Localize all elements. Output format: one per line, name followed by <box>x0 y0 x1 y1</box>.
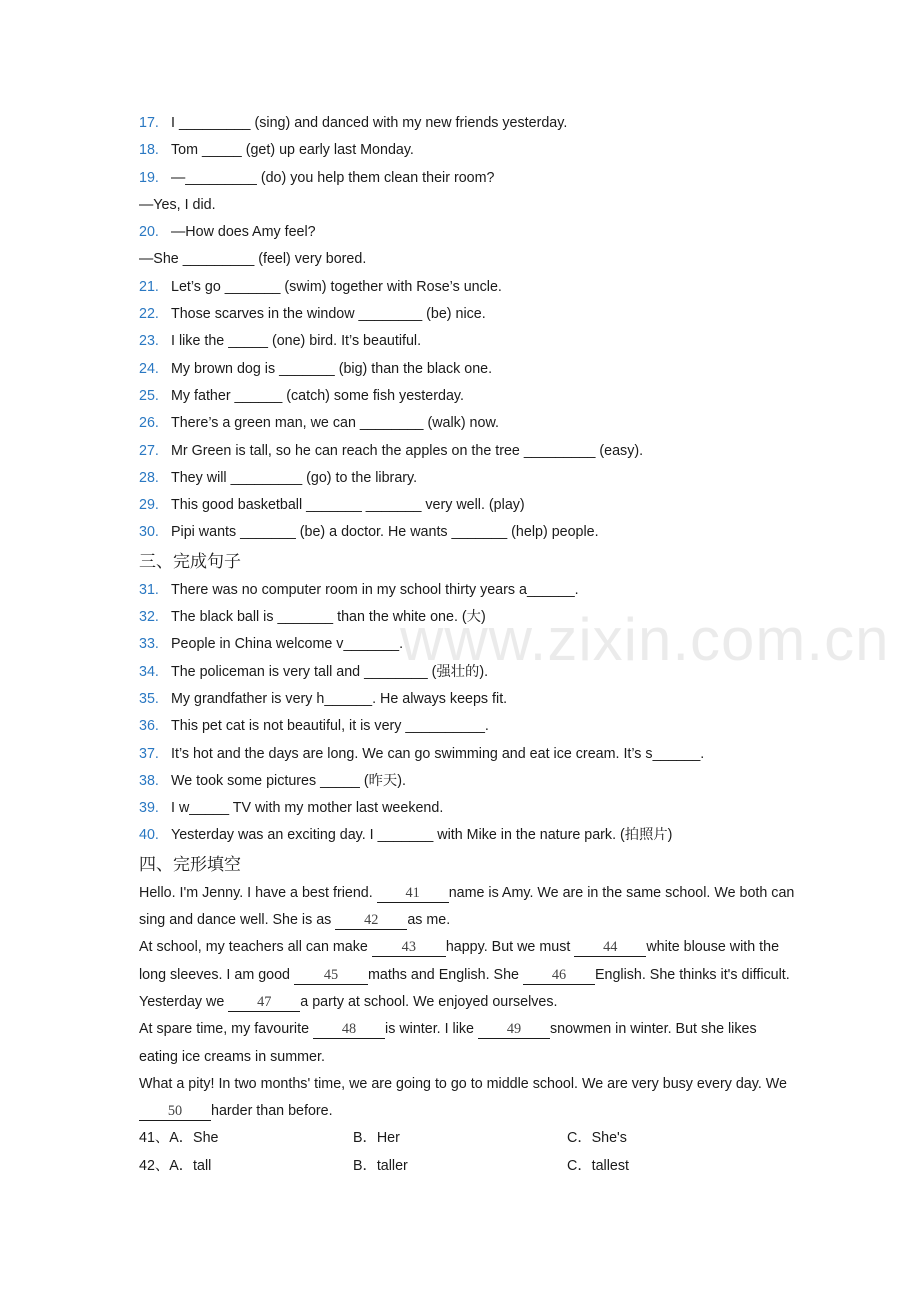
question-text: —How does Amy feel? <box>171 224 316 241</box>
question-line <box>139 519 799 546</box>
question-line <box>139 301 799 328</box>
question-text: —_________ (do) you help them clean their room? <box>171 169 495 186</box>
passage-text: name is Amy. We are in the same school. We both can sing and dance well. She is as <box>139 884 795 929</box>
cloze-blank-45[interactable]: 45 <box>294 966 368 985</box>
cloze-blank-43[interactable]: 43 <box>372 938 446 957</box>
question-line <box>139 328 799 355</box>
question-text: My grandfather is very h______. He always keeps fit. <box>171 690 508 707</box>
question-text: Yesterday was an exciting day. I _______ with Mike in the nature park. (拍照片) <box>171 827 673 844</box>
question-number: 32. <box>139 609 159 626</box>
question-line <box>139 137 799 164</box>
option-b[interactable]: B．taller <box>353 1157 408 1174</box>
question-text: This pet cat is not beautiful, it is very __________. <box>171 718 489 735</box>
question-line <box>139 110 799 137</box>
passage-text: a party at school. We enjoyed ourselves. <box>300 993 558 1010</box>
question-line <box>139 631 799 658</box>
question-text: Mr Green is tall, so he can reach the apples on the tree _________ (easy). <box>171 442 644 459</box>
question-number: 20. <box>139 224 159 241</box>
question-text: My father ______ (catch) some fish yesterday. <box>171 387 464 404</box>
cloze-blank-49[interactable]: 49 <box>478 1020 550 1039</box>
cloze-blank-42[interactable]: 42 <box>335 911 407 930</box>
question-text: I like the _____ (one) bird. It’s beautiful. <box>171 333 422 350</box>
question-text: This good basketball _______ _______ very well. (play) <box>171 497 525 514</box>
question-number: 17. <box>139 115 159 131</box>
question-text: The black ball is _______ than the white one. (大) <box>171 609 486 626</box>
question-number: 19. <box>139 169 159 186</box>
passage-text: Hello. I'm Jenny. I have a best friend. <box>139 884 377 901</box>
passage-paragraph-3 <box>139 1016 799 1071</box>
question-line <box>139 713 799 740</box>
question-line <box>139 356 799 383</box>
question-number: 34. <box>139 663 159 680</box>
question-line <box>139 465 799 492</box>
passage-text: snowmen in winter. But she likes eating ice creams in summer. <box>139 1021 757 1065</box>
question-text: The policeman is very tall and ________ (强壮的). <box>171 663 489 680</box>
question-line <box>139 438 799 465</box>
passage-text: is winter. I like <box>385 1021 478 1038</box>
passage-text: At spare time, my favourite <box>139 1021 314 1038</box>
cloze-blank-46[interactable]: 46 <box>523 966 595 985</box>
question-text: —She _________ (feel) very bored. <box>139 251 367 268</box>
section-complete-sentences <box>139 577 799 850</box>
option-a[interactable]: 42、A．tall <box>139 1157 212 1174</box>
question-line <box>139 741 799 768</box>
question-text: They will _________ (go) to the library. <box>171 469 418 486</box>
question-text: I _________ (sing) and danced with my new friends yesterday. <box>171 115 568 131</box>
question-number: 40. <box>139 827 159 844</box>
passage-text: At school, my teachers all can make <box>139 939 372 956</box>
passage-text: happy. But we must <box>445 939 575 956</box>
question-number: 35. <box>139 690 159 707</box>
question-line <box>139 165 799 192</box>
watermark: www.zixin.com.cn <box>400 606 890 673</box>
question-number: 37. <box>139 745 159 762</box>
option-a[interactable]: 41、A．She <box>139 1130 219 1147</box>
question-number: 31. <box>139 581 159 598</box>
passage-text: harder than before. <box>211 1103 333 1120</box>
question-number: 39. <box>139 800 159 817</box>
question-line <box>139 410 799 437</box>
question-number: 25. <box>139 387 159 404</box>
question-text: Those scarves in the window ________ (be) nice. <box>171 306 486 323</box>
question-line <box>139 577 799 604</box>
question-line <box>139 604 799 631</box>
question-text: Pipi wants _______ (be) a doctor. He wants _______ (help) people. <box>171 524 599 541</box>
question-line <box>139 192 799 219</box>
passage-text: maths and English. She <box>367 966 523 983</box>
cloze-blank-50[interactable]: 50 <box>139 1102 211 1121</box>
options-row-42 <box>139 1153 799 1180</box>
question-number: 18. <box>139 142 159 159</box>
question-line <box>139 686 799 713</box>
question-text: —Yes, I did. <box>139 196 216 213</box>
question-text: My brown dog is _______ (big) than the black one. <box>171 360 493 377</box>
question-text: We took some pictures _____ (昨天). <box>171 772 406 789</box>
option-c[interactable]: C．tallest <box>567 1157 629 1174</box>
question-number: 38. <box>139 772 159 789</box>
question-number: 22. <box>139 306 159 323</box>
question-text: I w_____ TV with my mother last weekend. <box>171 800 444 817</box>
question-line <box>139 822 799 849</box>
worksheet-page <box>139 110 799 1180</box>
question-line <box>139 246 799 273</box>
question-text: People in China welcome v_______. <box>171 636 404 653</box>
question-number: 33. <box>139 636 159 653</box>
cloze-blank-41[interactable]: 41 <box>377 884 449 903</box>
question-number: 27. <box>139 442 159 459</box>
options-row-41 <box>139 1125 799 1152</box>
question-number: 23. <box>139 333 159 350</box>
question-number: 21. <box>139 278 159 295</box>
question-line <box>139 768 799 795</box>
passage-paragraph-2 <box>139 934 799 1016</box>
question-number: 36. <box>139 718 159 735</box>
section-fill-in-verbs <box>139 110 799 547</box>
question-line <box>139 383 799 410</box>
section3-heading: 三、完成句子 <box>139 551 241 572</box>
question-text: There’s a green man, we can ________ (walk) now. <box>171 415 499 432</box>
question-text: Let’s go _______ (swim) together with Rose’s uncle. <box>171 278 502 295</box>
question-line <box>139 659 799 686</box>
passage-text: What a pity! In two months' time, we are going to go to middle school. We are very busy every day. We <box>139 1075 787 1092</box>
cloze-blank-47[interactable]: 47 <box>228 993 300 1012</box>
cloze-passage <box>139 880 799 1126</box>
question-line <box>139 795 799 822</box>
question-line <box>139 274 799 301</box>
cloze-blank-44[interactable]: 44 <box>574 938 646 957</box>
question-number: 26. <box>139 415 159 432</box>
question-number: 29. <box>139 497 159 514</box>
passage-paragraph-4 <box>139 1071 799 1126</box>
passage-text: white blouse with the long sleeves. I am good <box>139 939 780 983</box>
passage-paragraph-1 <box>139 880 799 935</box>
section4-heading: 四、完形填空 <box>139 854 241 875</box>
option-c[interactable]: C．She's <box>567 1130 627 1147</box>
question-text: There was no computer room in my school thirty years a______. <box>171 581 579 598</box>
question-line <box>139 492 799 519</box>
question-number: 30. <box>139 524 159 541</box>
question-number: 24. <box>139 360 159 377</box>
question-text: It’s hot and the days are long. We can go swimming and eat ice cream. It’s s______. <box>171 745 705 762</box>
passage-text: as me. <box>407 912 451 929</box>
option-b[interactable]: B．Her <box>353 1130 400 1147</box>
question-number: 28. <box>139 469 159 486</box>
passage-text: English. She thinks it's difficult. Yesterday we <box>139 966 790 1010</box>
cloze-blank-48[interactable]: 48 <box>313 1020 385 1039</box>
question-line <box>139 219 799 246</box>
question-text: Tom _____ (get) up early last Monday. <box>171 142 414 159</box>
